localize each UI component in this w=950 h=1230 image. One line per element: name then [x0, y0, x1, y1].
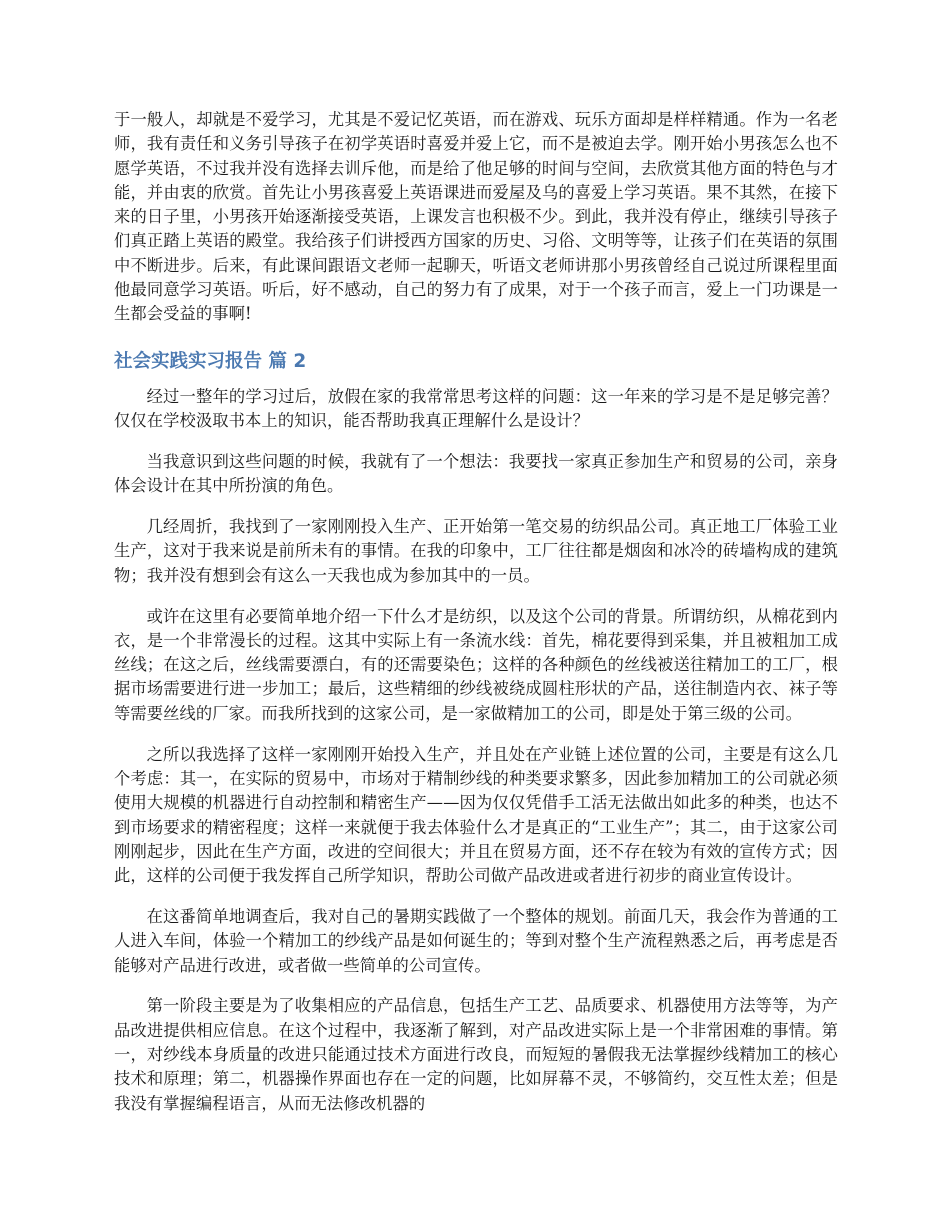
body-paragraph: 或许在这里有必要简单地介绍一下什么才是纺织，以及这个公司的背景。所谓纺织，从棉花到内衣，是一个非常漫长的过程。这其中实际上有一条流水线：首先，棉花要得到采集，并且被粗加工成丝线；在这之后，丝线需要漂白，有的还需要染色；这样的各种颜色的丝线被送往精加工的工厂，根据市场需要进行进一步加工；最后，这些精细的纱线被绕成圆柱形状的产品，送往制造内衣、袜子等等需要丝线的厂家。而我所找到的这家公司，是一家做精加工的公司，即是处于第三级的公司。: [114, 606, 838, 723]
document-page: [114, 108, 838, 1116]
section-body: [114, 385, 838, 1116]
body-paragraph: 当我意识到这些问题的时候，我就有了一个想法：我要找一家真正参加生产和贸易的公司，亲身体会设计在其中所扮演的角色。: [114, 451, 838, 496]
body-paragraph: 之所以我选择了这样一家刚刚开始投入生产，并且处在产业链上述位置的公司，主要是有这么几个考虑：其一，在实际的贸易中，市场对于精制纱线的种类要求繁多，因此参加精加工的公司就必须使用大规模的机器进行自动控制和精密生产——因为仅仅凭借手工活无法做出如此多的种类，也达不到市场要求的精密程度；这样一来就便于我去体验什么才是真正的“工业生产”；其二，由于这家公司刚刚起步，因此在生产方面，改进的空间很大；并且在贸易方面，还不存在较为有效的宣传方式；因此，这样的公司便于我发挥自己所学知识，帮助公司做产品改进或者进行初步的商业宣传设计。: [114, 744, 838, 886]
body-paragraph: 在这番简单地调查后，我对自己的暑期实践做了一个整体的规划。前面几天，我会作为普通的工人进入车间，体验一个精加工的纱线产品是如何诞生的；等到对整个生产流程熟悉之后，再考虑是否能够对产品进行改进，或者做一些简单的公司宣传。: [114, 906, 838, 975]
section-heading: 社会实践实习报告 篇 2: [114, 350, 307, 372]
body-paragraph: 几经周折，我找到了一家刚刚投入生产、正开始第一笔交易的纺织品公司。真正地工厂体验工业生产，这对于我来说是前所未有的事情。在我的印象中，工厂往往都是烟囱和冰冷的砖墙构成的建筑物；我并没有想到会有这么一天我也成为参加其中的一员。: [114, 517, 838, 585]
intro-paragraph: 于一般人，却就是不爱学习，尤其是不爱记忆英语，而在游戏、玩乐方面却是样样精通。作为一名老师，我有责任和义务引导孩子在初学英语时喜爱并爱上它，而不是被迫去学。刚开始小男孩怎么也不愿学英语，不过我并没有选择去训斥他，而是给了他足够的时间与空间，去欣赏其他方面的特色与才能，并由衷的欣赏。首先让小男孩喜爱上英语课进而爱屋及乌的喜爱上学习英语。果不其然，在接下来的日子里，小男孩开始逐渐接受英语，上课发言也积极不少。到此，我并没有停止，继续引导孩子们真正踏上英语的殿堂。我给孩子们讲授西方国家的历史、习俗、文明等等，让孩子们在英语的氛围中不断进步。后来，有此课间跟语文老师一起聊天，听语文老师讲那小男孩曾经自己说过所课程里面他最同意学习英语。听后，好不感动，自己的努力有了成果，对于一个孩子而言，爱上一门功课是一生都会受益的事啊!: [114, 110, 838, 324]
body-paragraph: 第一阶段主要是为了收集相应的产品信息，包括生产工艺、品质要求、机器使用方法等等，为产品改进提供相应信息。在这个过程中，我逐渐了解到，对产品改进实际上是一个非常困难的事情。第一，对纱线本身质量的改进只能通过技术方面进行改良，而短短的暑假我无法掌握纱线精加工的核心技术和原理；第二，机器操作界面也存在一定的问题，比如屏幕不灵，不够简约，交互性太差；但是我没有掌握编程语言，从而无法修改机器的: [114, 996, 838, 1113]
body-paragraph: 经过一整年的学习过后，放假在家的我常常思考这样的问题：这一年来的学习是不是足够完善？仅仅在学校汲取书本上的知识，能否帮助我真正理解什么是设计？: [114, 386, 838, 430]
